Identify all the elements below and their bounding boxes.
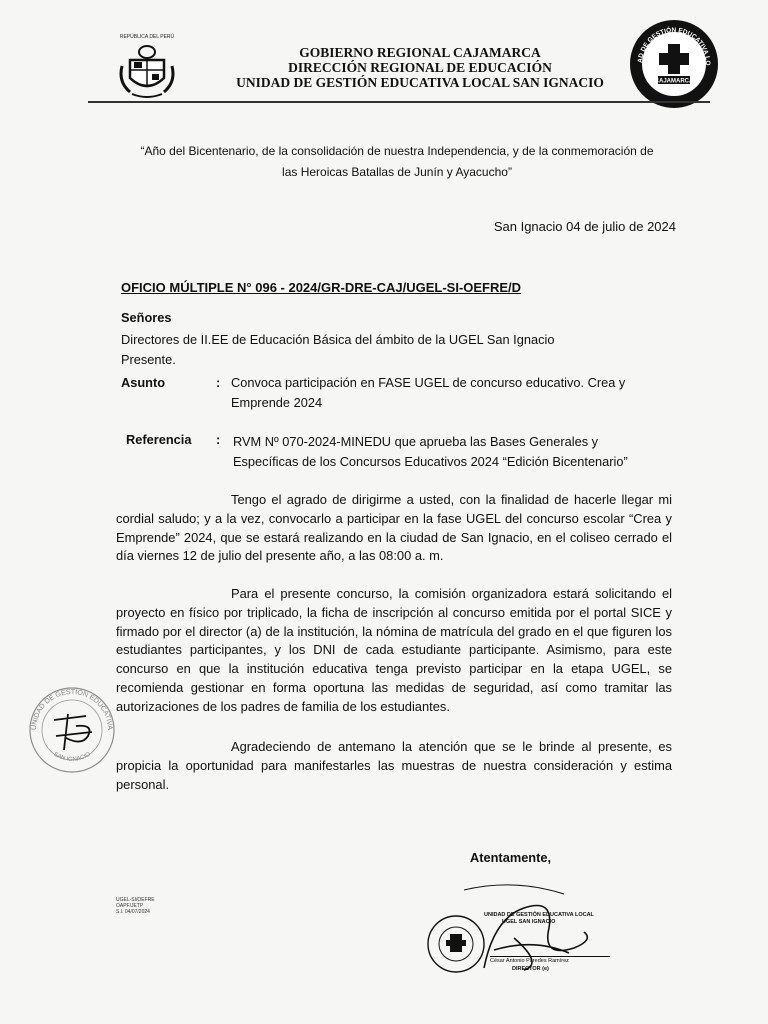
- logo-arc-text: AD DE GESTIÓN EDUCATIVA LO: [636, 26, 712, 66]
- referencia-line-2: Específicas de los Concursos Educativos 2024 “Edición Bicentenario”: [233, 454, 628, 469]
- addressee-line: Directores de II.EE de Educación Básica del ámbito de la UGEL San Ignacio: [121, 332, 555, 347]
- closing-text: Atentamente,: [470, 850, 552, 865]
- asunto-colon: :: [216, 375, 221, 390]
- header-divider: [88, 101, 710, 103]
- referencia-colon: :: [216, 432, 221, 447]
- referencia-label: Referencia: [126, 432, 192, 447]
- year-motto-line-2: las Heroicas Batallas de Junín y Ayacucho”: [282, 165, 512, 179]
- header-line-3: UNIDAD DE GESTIÓN EDUCATIVA LOCAL SAN IGNACIO: [236, 75, 604, 90]
- reference-code-1: UGEL-SI/OEFRE: [116, 897, 155, 903]
- header-line-2: DIRECCIÓN REGIONAL DE EDUCACIÓN: [288, 60, 552, 75]
- ugel-logo-icon: [628, 18, 720, 110]
- logo-sub-text: CAJAMARCA: [654, 78, 694, 85]
- reference-code-2: OAPF/JETP: [116, 903, 144, 909]
- signatory-title: DIRECTOR (e): [512, 966, 549, 972]
- reference-code-3: S.I. 04/07/2024: [116, 909, 150, 915]
- body-paragraph-2: Para el presente concurso, la comisión organizadora estará solicitando el proyecto en físico por triplicado, la ficha de inscripción al concurso emitida por el portal SICE y firmado por el director (a) de la institución, la nómina de matrícula del grado en el que figuren los estudiantes participantes, y los DNI de cada estudiante participante. Asimismo, para este concurso en que la institución educativa tenga previsto participar en la etapa UGEL, se recomienda gestionar en forma oportuna las medidas de seguridad, así como tramitar las autorizaciones de los padres de familia de los estudiantes.: [116, 586, 672, 714]
- signature-stamp-line-2: UGEL SAN IGNACIO: [502, 919, 556, 925]
- seal-arc-text: UNIDAD DE GESTIÓN EDUCATIVA: [30, 688, 114, 731]
- oficio-number: OFICIO MÚLTIPLE N° 096 - 2024/GR-DRE-CAJ/UGEL-SI-OEFRE/D: [121, 280, 522, 295]
- signatory-name: César Antonio Paredes Ramírez: [490, 956, 610, 965]
- referencia-line-1: RVM Nº 070-2024-MINEDU que aprueba las Bases Generales y: [233, 434, 599, 449]
- initials-mark: [46, 706, 106, 756]
- logo-bottom-text: SAN IGNACIO: [654, 83, 694, 96]
- year-motto-line-1: “Año del Bicentenario, de la consolidación de nuestra Independencia, y de la conmemoración de: [140, 144, 654, 158]
- asunto-label: Asunto: [121, 375, 166, 390]
- body-paragraph-3: Agradeciendo de antemano la atención que se le brinde al presente, es propicia la oportunidad para manifestarles las muestras de nuestra consideración y estima personal.: [116, 739, 672, 792]
- emblem-text: REPÚBLICA DEL PERÚ: [119, 34, 175, 40]
- addressee-present: Presente.: [121, 352, 176, 367]
- addressee-greeting: Señores: [121, 310, 172, 325]
- body-paragraph-1: Tengo el agrado de dirigirme a usted, con la finalidad de hacerle llegar mi cordial saludo; y a la vez, convocarlo a participar en la fase UGEL del concurso escolar “Crea y Emprende” 2024, que se estará realizando en la ciudad de San Ignacio, en el coliseo cerrado el día viernes 12 de julio del presente año, a las 08:00 a. m.: [116, 492, 672, 564]
- header-line-1: GOBIERNO REGIONAL CAJAMARCA: [299, 45, 541, 60]
- document-date: San Ignacio 04 de julio de 2024: [493, 219, 676, 234]
- asunto-line-1: Convoca participación en FASE UGEL de concurso educativo. Crea y: [231, 375, 626, 390]
- asunto-line-2: Emprende 2024: [231, 395, 323, 410]
- seal-bottom-text: SAN IGNACIO: [52, 751, 92, 763]
- signature-stamp-line-1: UNIDAD DE GESTIÓN EDUCATIVA LOCAL: [484, 912, 594, 918]
- peru-coat-of-arms-icon: [112, 30, 182, 102]
